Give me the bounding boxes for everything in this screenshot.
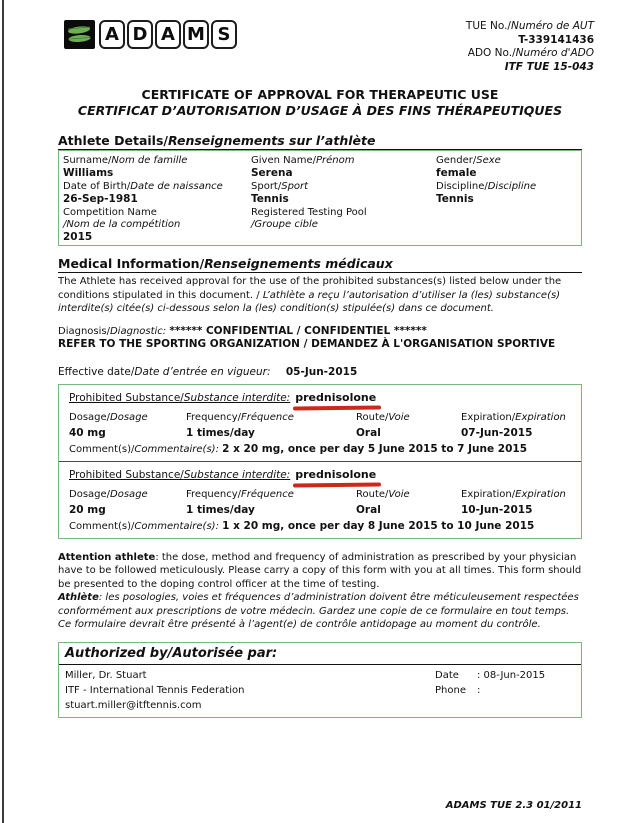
- adams-leaves-icon: [64, 20, 95, 49]
- reference-numbers: [466, 20, 594, 74]
- substance-block-1: [69, 391, 571, 457]
- authorization-phone: Phone :: [435, 684, 481, 696]
- ado-number-value: ITF TUE 15-043: [504, 60, 594, 73]
- diagnosis-line: Diagnosis/Diagnostic: ****** CONFIDENTIAL / CONFIDENTIEL ****** REFER TO THE SPORTING ORGANIZATION / DEMANDEZ À L'ORGANISATION SPORTIVE: [58, 325, 582, 352]
- logo-letter: A: [99, 20, 125, 49]
- attention-en: Attention athlete: the dose, method and frequency of administration as prescribed by your physician have to be followed meticulously. Please carry a copy of this form with you at all times. This form should be presented to the doping control officer at the time of testing.: [58, 551, 582, 590]
- certificate-title: [58, 87, 582, 119]
- substance-label-1: Prohibited Substance/Substance interdite: prednisolone: [69, 391, 571, 405]
- leaves-glyph: [66, 22, 93, 47]
- field-sport: Sport/Sport Tennis: [251, 180, 436, 206]
- dosage-value: 40 mg: [69, 426, 106, 439]
- substance-values-2: [69, 503, 571, 517]
- surname-value: Williams: [63, 167, 114, 179]
- gender-value: female: [436, 167, 477, 179]
- effective-date-value: 05-Jun-2015: [285, 365, 358, 378]
- attention-athlete-paragraph: [58, 551, 582, 632]
- phone-value: :: [477, 684, 481, 696]
- frequency-value: 1 times/day: [186, 503, 255, 516]
- athlete-fields-grid: [63, 154, 577, 244]
- comment-value: 1 x 20 mg, once per day 8 June 2015 to 10 June 2015: [222, 519, 535, 532]
- authorization-meta: [435, 668, 575, 713]
- comment-value: 2 x 20 mg, once per day 5 June 2015 to 7 June 2015: [222, 442, 528, 455]
- substance-name-2: prednisolone: [295, 468, 376, 481]
- tue-number-value: T-339141436: [518, 33, 594, 46]
- authorizer-organization: ITF - International Tennis Federation: [65, 684, 245, 696]
- certificate-title-fr: CERTIFICAT D’AUTORISATION D’USAGE À DES FINS THÉRAPEUTIQUES: [77, 103, 563, 118]
- logo-letter: S: [211, 20, 237, 49]
- substance-block-2: [69, 468, 571, 534]
- given-name-value: Serena: [251, 167, 293, 179]
- field-testing-pool: Registered Testing Pool /Groupe cible: [251, 207, 367, 230]
- diagnosis-confidential-value: ****** CONFIDENTIAL / CONFIDENTIEL ******: [169, 324, 427, 337]
- document-header: [58, 0, 594, 74]
- date-value: : 08-Jun-2015: [477, 669, 546, 681]
- field-empty: [436, 206, 577, 244]
- page-edge-line: [2, 0, 4, 823]
- route-value: Oral: [356, 503, 381, 516]
- route-value: Oral: [356, 426, 381, 439]
- authorizer-details: [65, 668, 435, 713]
- field-discipline: Discipline/Discipline Tennis: [436, 180, 577, 206]
- authorized-by-grid: [65, 668, 575, 713]
- adams-wordmark: [99, 20, 237, 49]
- date-of-birth-value: 26-Sep-1981: [63, 193, 138, 205]
- ado-number-label: ADO No./Numéro d'ADO: [467, 47, 594, 59]
- substance-column-headers: Dosage/Dosage Frequency/Fréquence Route/Voie Expiration/Expiration: [69, 411, 566, 423]
- medical-approval-paragraph: The Athlete has received approval for the use of the prohibited substances(s) listed below under the conditions stipulated in this document. / L’athlète a reçu l’autorisation d’utiliser la (les) substance(s) interdite(s) citée(s) ci-dessous selon la (les) condition(s) stipulée(s) dans ce document.: [58, 276, 562, 314]
- attention-fr: Athlète: les posologies, voies et fréquences d’administration doivent être méticuleusement respectées conformément aux prescriptions de votre médecin. Gardez une copie de ce formulaire en tout temps. Ce formulaire devrait être présenté à l’agent(e) de contrôle antidopage au moment du contrôle.: [58, 592, 579, 630]
- substance-column-headers: Dosage/Dosage Frequency/Fréquence Route/Voie Expiration/Expiration: [69, 488, 566, 500]
- substance-comment-1: Comment(s)/Commentaire(s): 2 x 20 mg, once per day 5 June 2015 to 7 June 2015: [69, 442, 528, 455]
- document-content: [58, 0, 594, 718]
- form-version-footer: ADAMS TUE 2.3 01/2011: [445, 800, 582, 811]
- medical-information-heading: Medical Information/Renseignements médicaux: [58, 256, 582, 273]
- adams-logo: [64, 20, 237, 49]
- diagnosis-refer-line: REFER TO THE SPORTING ORGANIZATION / DEMANDEZ À L'ORGANISATION SPORTIVE: [58, 338, 556, 350]
- substance-values-1: [69, 426, 571, 440]
- authorized-by-box: [58, 642, 582, 718]
- field-date-of-birth: Date of Birth/Date de naissance 26-Sep-1981: [63, 180, 251, 206]
- expiration-value: 10-Jun-2015: [461, 503, 533, 516]
- prohibited-substances-box: [58, 384, 582, 539]
- substance-comment-2: Comment(s)/Commentaire(s): 1 x 20 mg, once per day 8 June 2015 to 10 June 2015: [69, 519, 535, 532]
- field-gender: Gender/Sexe female: [436, 154, 577, 180]
- expiration-value: 07-Jun-2015: [461, 426, 533, 439]
- red-underline-annotation: [293, 405, 381, 410]
- frequency-value: 1 times/day: [186, 426, 255, 439]
- certificate-title-en: CERTIFICATE OF APPROVAL FOR THERAPEUTIC USE: [141, 87, 499, 102]
- athlete-details-heading: Athlete Details/Renseignements sur l’athlète: [58, 133, 582, 150]
- red-underline-annotation: [293, 482, 381, 487]
- authorizer-name: Miller, Dr. Stuart: [65, 669, 147, 681]
- substance-name-1: prednisolone: [295, 391, 376, 404]
- logo-letter: A: [155, 20, 181, 49]
- effective-date-line: Effective date/Date d’entrée en vigueur: 05-Jun-2015: [58, 365, 358, 378]
- substance-label-2: Prohibited Substance/Substance interdite: prednisolone: [69, 468, 571, 482]
- authorizer-email: stuart.miller@itftennis.com: [65, 699, 202, 711]
- authorization-date: Date : 08-Jun-2015: [435, 669, 546, 681]
- discipline-value: Tennis: [436, 193, 474, 205]
- logo-letter: D: [127, 20, 153, 49]
- field-competition-name: Competition Name /Nom de la compétition 2015: [63, 206, 251, 244]
- tue-number-label: TUE No./Numéro de AUT: [465, 20, 594, 32]
- substance-divider: [59, 461, 581, 462]
- logo-letter: M: [183, 20, 209, 49]
- dosage-value: 20 mg: [69, 503, 106, 516]
- field-surname: Surname/Nom de famille Williams: [63, 154, 251, 180]
- authorized-by-heading: Authorized by/Autorisée par:: [59, 645, 581, 665]
- competition-value: 2015: [63, 231, 93, 243]
- sport-value: Tennis: [251, 193, 289, 205]
- field-given-name: Given Name/Prénom Serena: [251, 154, 436, 180]
- athlete-details-box: [58, 150, 582, 246]
